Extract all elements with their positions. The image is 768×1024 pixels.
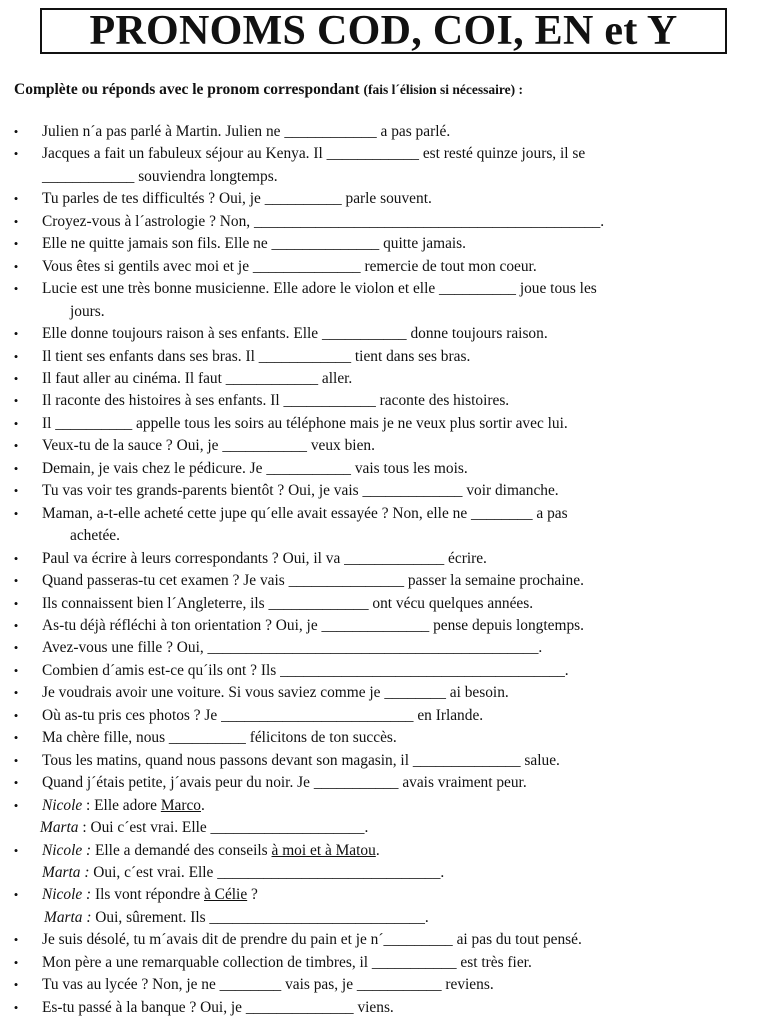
bullet-icon (11, 435, 21, 457)
bullet-icon (11, 593, 21, 615)
exercise-text: Tu parles de tes difficultés ? Oui, je __________ parle souvent. (42, 190, 432, 208)
bullet-icon (11, 390, 21, 412)
exercise-text: Paul va écrire à leurs correspondants ? Oui, il va _____________ écrire. (42, 549, 487, 567)
bullet-icon (11, 884, 21, 906)
bullet-icon (11, 503, 21, 525)
exercise-text: Il raconte des histoires à ses enfants. Il ____________ raconte des histoires. (42, 392, 510, 410)
exercise-item (0, 952, 768, 974)
exercise-item (0, 997, 768, 1019)
exercise-item (0, 615, 768, 637)
exercise-item (0, 593, 768, 615)
exercise-text: Je voudrais avoir une voiture. Si vous saviez comme je ________ ai besoin. (42, 684, 509, 702)
dialogue-item (0, 840, 768, 885)
dialogue-punct: . (201, 796, 205, 814)
bullet-icon (11, 772, 21, 794)
bullet-icon (11, 727, 21, 749)
dialogue-answer: Oui, c´est vrai. Elle _____________________________. (89, 863, 445, 881)
exercise-text: Ma chère fille, nous __________ félicitons de ton succès. (42, 729, 397, 747)
underlined-target: à moi et à Matou (271, 841, 376, 859)
bullet-icon (11, 346, 21, 368)
exercise-text: Vous êtes si gentils avec moi et je ______________ remercie de tout mon coeur. (42, 257, 537, 275)
exercise-text: Je suis désolé, tu m´avais dit de prendre du pain et je n´_________ ai pas du tout pensé. (42, 931, 582, 949)
exercise-text-cont: achetée. (70, 527, 120, 545)
exercise-item (0, 637, 768, 659)
exercise-item (0, 121, 768, 143)
exercise-text: Croyez-vous à l´astrologie ? Non, _____________________________________________. (42, 212, 605, 230)
bullet-icon (11, 570, 21, 592)
exercise-text: Julien n´a pas parlé à Martin. Julien ne ____________ a pas parlé. (42, 123, 451, 140)
dialogue-line: Ils vont répondre (91, 886, 204, 904)
bullet-icon (11, 256, 21, 278)
exercise-text-cont: jours. (70, 302, 105, 320)
exercise-text: Elle ne quitte jamais son fils. Elle ne ______________ quitte jamais. (42, 235, 467, 253)
exercise-item (0, 503, 768, 548)
exercise-item (0, 368, 768, 390)
exercise-item (0, 346, 768, 368)
bullet-icon (11, 480, 21, 502)
exercise-text: Combien d´amis est-ce qu´ils ont ? Ils _____________________________________. (42, 661, 569, 679)
exercise-item (0, 480, 768, 502)
dialogue-punct: . (375, 841, 380, 859)
exercise-text: Il faut aller au cinéma. Il faut ____________ aller. (42, 369, 353, 387)
exercise-text: Maman, a-t-elle acheté cette jupe qu´elle avait essayée ? Non, elle ne ________ a pas (42, 504, 568, 522)
bullet-icon (11, 143, 21, 165)
exercise-text: Quand passeras-tu cet examen ? Je vais _______________ passer la semaine prochaine. (42, 572, 584, 590)
speaker-marta: Marta : (42, 863, 90, 881)
exercise-item (0, 772, 768, 794)
exercise-text: Veux-tu de la sauce ? Oui, je ___________ veux bien. (42, 437, 375, 455)
exercise-text: Quand j´étais petite, j´avais peur du noir. Je ___________ avais vraiment peur. (42, 774, 527, 792)
exercise-text-cont: ____________ souviendra longtemps. (42, 167, 278, 185)
bullet-icon (11, 974, 21, 996)
speaker-nicole: Nicole : (42, 886, 92, 904)
speaker-nicole: Nicole (42, 796, 83, 814)
bullet-icon (11, 458, 21, 480)
exercise-text: Où as-tu pris ces photos ? Je _________________________ en Irlande. (42, 706, 484, 724)
exercise-item (0, 188, 768, 210)
exercise-item (0, 256, 768, 278)
bullet-icon (11, 278, 21, 300)
bullet-icon (11, 929, 21, 951)
dialogue-punct: ? (247, 886, 258, 904)
exercise-text: Lucie est une très bonne musicienne. Elle adore le violon et elle __________ joue tous les (42, 280, 597, 298)
exercise-text: Ils connaissent bien l´Angleterre, ils _____________ ont vécu quelques années. (42, 594, 534, 612)
exercise-item (0, 435, 768, 457)
exercise-text: Jacques a fait un fabuleux séjour au Kenya. Il ____________ est resté quinze jours, il se (42, 145, 586, 163)
dialogue-answer: : Oui c´est vrai. Elle ____________________. (78, 819, 369, 837)
exercise-text: Il __________ appelle tous les soirs au téléphone mais je ne veux plus sortir avec lui. (42, 414, 568, 432)
exercise-item (0, 750, 768, 772)
bullet-icon (11, 660, 21, 682)
bullet-icon (11, 211, 21, 233)
exercise-item (0, 727, 768, 749)
exercise-text: Es-tu passé à la banque ? Oui, je ______________ viens. (42, 998, 394, 1016)
exercise-item (0, 143, 768, 188)
exercise-item (0, 390, 768, 412)
exercise-text: Tous les matins, quand nous passons devant son magasin, il ______________ salue. (42, 751, 560, 769)
exercise-item (0, 458, 768, 480)
bullet-icon (11, 121, 21, 143)
title-box (40, 8, 727, 54)
exercise-item (0, 548, 768, 570)
exercise-text: As-tu déjà réfléchi à ton orientation ? Oui, je ______________ pense depuis longtemps. (42, 616, 584, 634)
dialogue-item (0, 884, 768, 929)
bullet-icon (11, 548, 21, 570)
bullet-icon (11, 705, 21, 727)
exercise-item (0, 211, 768, 233)
underlined-target: Marco (160, 796, 201, 814)
exercise-item (0, 323, 768, 345)
exercise-item (0, 570, 768, 592)
exercise-text: Elle donne toujours raison à ses enfants. Elle ___________ donne toujours raison. (42, 325, 548, 343)
speaker-marta: Marta : (44, 908, 92, 926)
dialogue-item (0, 795, 768, 840)
exercise-text: Demain, je vais chez le pédicure. Je ___________ vais tous les mois. (42, 459, 468, 477)
bullet-icon (11, 952, 21, 974)
bullet-icon (11, 323, 21, 345)
bullet-icon (11, 997, 21, 1019)
instructions-note: (fais l´élision si nécessaire) : (363, 82, 523, 97)
instructions-main: Complète ou réponds avec le pronom correspondant (14, 81, 360, 98)
dialogue-line: : Elle adore (82, 796, 161, 814)
speaker-marta: Marta (40, 819, 79, 837)
bullet-icon (11, 413, 21, 435)
exercise-item (0, 413, 768, 435)
dialogue-line: Elle a demandé des conseils (91, 841, 272, 859)
exercise-text: Tu vas au lycée ? Non, je ne ________ vais pas, je ___________ reviens. (42, 976, 494, 994)
bullet-icon (11, 368, 21, 390)
underlined-target: à Célie (204, 886, 248, 904)
exercise-item (0, 682, 768, 704)
exercise-item (0, 233, 768, 255)
exercise-item (0, 929, 768, 951)
bullet-icon (11, 682, 21, 704)
exercise-item (0, 278, 768, 323)
exercise-text: Tu vas voir tes grands-parents bientôt ? Oui, je vais _____________ voir dimanche. (42, 482, 559, 500)
bullet-icon (11, 615, 21, 637)
bullet-icon (11, 233, 21, 255)
speaker-nicole: Nicole : (42, 841, 92, 859)
exercise-text: Il tient ses enfants dans ses bras. Il ____________ tient dans ses bras. (42, 347, 471, 365)
exercise-item (0, 705, 768, 727)
bullet-icon (11, 750, 21, 772)
bullet-icon (11, 637, 21, 659)
page-title: PRONOMS COD, COI, EN et Y (89, 8, 678, 54)
exercise-item (0, 974, 768, 996)
exercise-text: Avez-vous une fille ? Oui, ___________________________________________. (42, 639, 543, 657)
dialogue-answer: Oui, sûrement. Ils ____________________________. (91, 908, 429, 926)
bullet-icon (11, 188, 21, 210)
bullet-icon (11, 840, 21, 862)
exercise-list (0, 121, 768, 1019)
exercise-text: Mon père a une remarquable collection de timbres, il ___________ est très fier. (42, 953, 532, 971)
exercise-item (0, 660, 768, 682)
instructions (14, 81, 523, 99)
bullet-icon (11, 795, 21, 817)
